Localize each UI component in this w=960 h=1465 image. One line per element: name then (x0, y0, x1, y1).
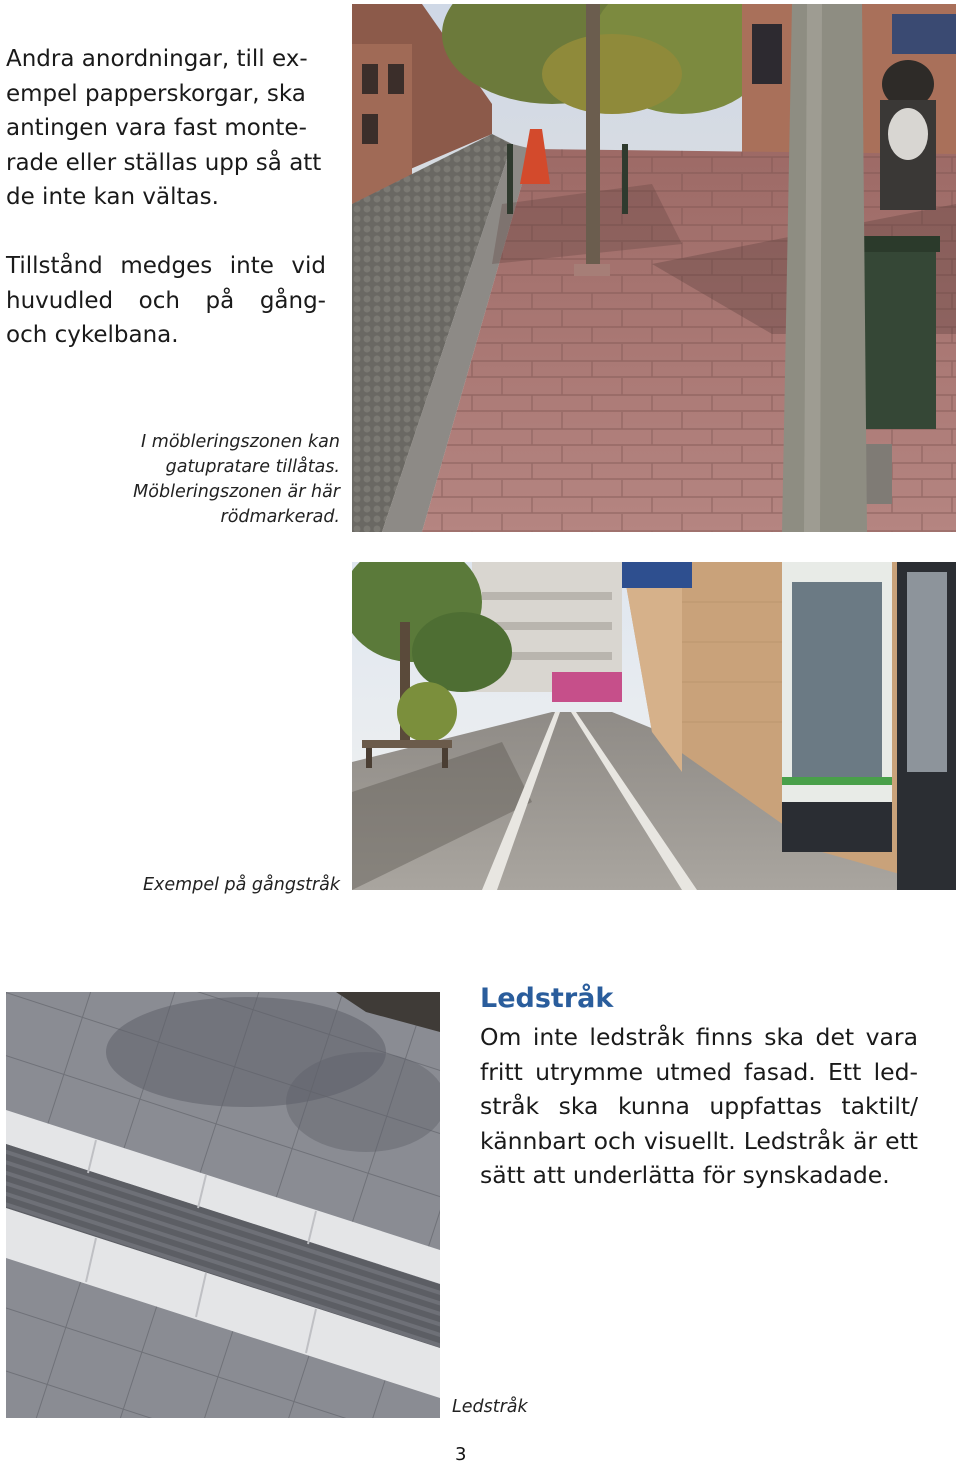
permit-paragraph (6, 249, 326, 353)
permit-line: och cykelbana. (6, 322, 179, 348)
ledstrak-line: stråk ska kunna uppfattas taktilt/ (480, 1092, 918, 1120)
ledstrak-paragraph (480, 1020, 918, 1193)
section-heading-ledstrak: Ledstråk (480, 983, 614, 1014)
tactile-guide-path-photo (6, 992, 440, 1418)
intro-line: antingen vara fast monte- (6, 115, 307, 141)
intro-paragraph (6, 42, 322, 215)
intro-line: de inte kan vältas. (6, 184, 219, 210)
caption-furnishing-zone: I möbleringszonen kan gatupratare tillåtas. Möbleringszonen är här rödmarkerad. (133, 432, 340, 527)
intro-line: empel papperskorgar, ska (6, 80, 306, 107)
caption-ledstrak: Ledstråk (452, 1397, 528, 1417)
page-number: 3 (455, 1444, 467, 1465)
ledstrak-line: kännbart och visuellt. Ledstråk är ett (480, 1126, 918, 1155)
walkway-example-photo (352, 562, 956, 890)
street-furnishing-zone-photo (352, 4, 956, 532)
permit-line: Tillstånd medges inte vid (6, 253, 326, 279)
ledstrak-line: fritt utrymme utmed fasad. Ett led- (480, 1057, 918, 1086)
permit-line: huvudled och på gång- (6, 287, 326, 314)
intro-line: rade eller ställas upp så att (6, 149, 322, 176)
caption-walkway: Exempel på gångstråk (143, 875, 340, 895)
ledstrak-line: Om inte ledstråk finns ska det vara (480, 1023, 918, 1051)
intro-line: Andra anordningar, till ex- (6, 46, 308, 72)
ledstrak-line: sätt att underlätta för synskadade. (480, 1161, 890, 1189)
